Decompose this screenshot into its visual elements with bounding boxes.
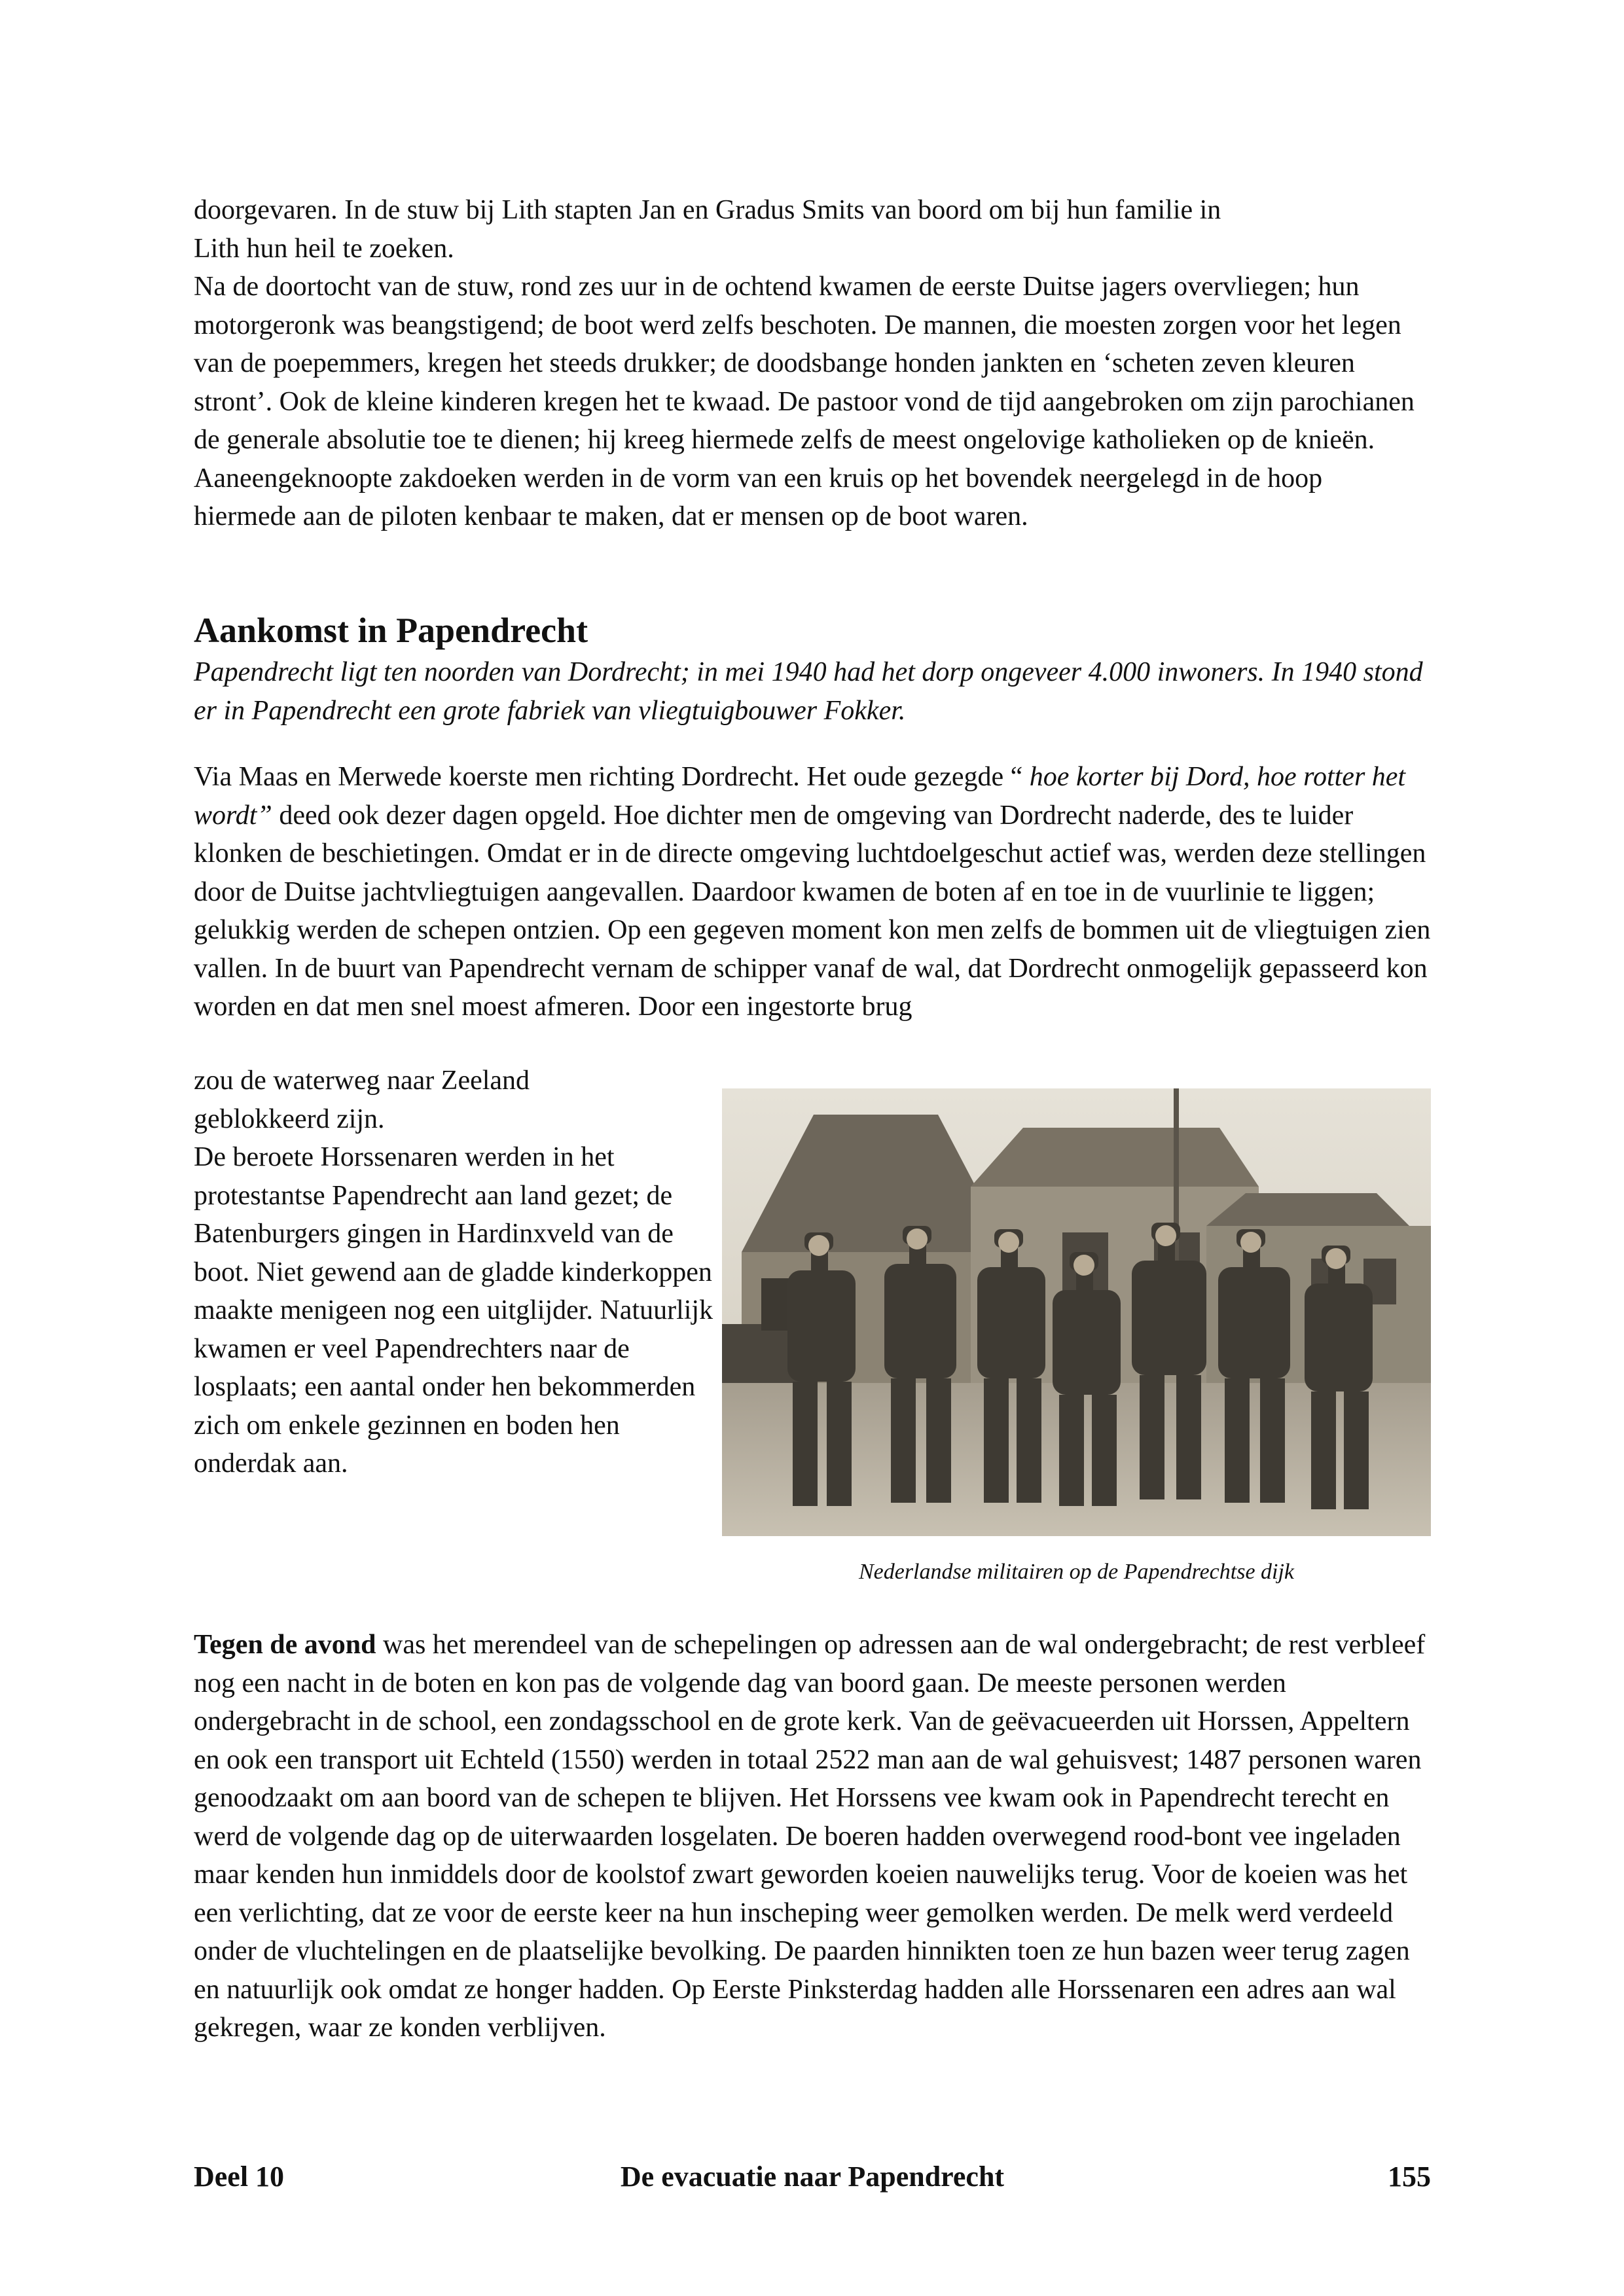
top-line-2: Lith hun heil te zoeken. bbox=[194, 233, 454, 264]
top-paragraph-2: Na de doortocht van de stuw, rond zes uur in de ochtend kwamen de eerste Duitse jagers overvliegen; hun motorgeronk was beangstigend; de boot werd zelfs beschoten. De mannen, die moesten zorgen voor het legen van de poepemmers, kregen het steeds drukker; de doodsbange honden jankten en ‘scheten zeven kleuren stront’. Ook de kleine kinderen kregen het te kwaad. De pastoor vond de tijd aangebroken om zijn parochianen de generale absolutie toe te dienen; hij kreeg hiermede zelfs de meest ongelovige katholieken op de knieën. Aaneengeknoopte zakdoeken werden in de vorm van een kruis op het bovendek neergelegd in de hoop hiermede aan de piloten kenbaar te maken, dat er mensen op de boot waren. bbox=[194, 272, 1415, 531]
top-text-block bbox=[194, 191, 1431, 536]
block2-quote: hoe korter bij Dord, hoe rotter het wordt” bbox=[194, 762, 1406, 831]
section-intro: Papendrecht ligt ten noorden van Dordrecht; in mei 1940 had het dorp ongeveer 4.000 inwoners. In 1940 stond er in Papendrecht een grote fabriek van vliegtuigbouwer Fokker. bbox=[194, 657, 1423, 726]
footer-page-number: 155 bbox=[1388, 2161, 1431, 2193]
page-footer bbox=[194, 2160, 1431, 2199]
body-paragraph-dordrecht bbox=[194, 758, 1431, 1026]
left-paragraph: De beroete Horssenaren werden in het protestantse Papendrecht aan land gezet; de Batenburgers gingen in Hardinxveld van de boot. Niet gewend aan de gladde kinderkoppen maakte menigeen nog een uitglijder. Natuurlijk kwamen er veel Papendrechters naar de losplaats; een aantal onder hen bekommerden zich om enkele gezinnen en boden hen onderdak aan. bbox=[194, 1142, 713, 1479]
photo-caption: Nederlandse militairen op de Papendrechtse dijk bbox=[858, 1560, 1295, 1584]
left-line-2: geblokkeerd zijn. bbox=[194, 1103, 385, 1134]
soldiers-photo bbox=[722, 1088, 1431, 1536]
left-line-1: zou de waterweg naar Zeeland bbox=[194, 1066, 530, 1096]
block2-part1: Via Maas en Merwede koerste men richting Dordrecht. Het oude gezegde “ bbox=[194, 762, 1030, 792]
top-line-1: doorgevaren. In de stuw bij Lith stapten Jan en Gradus Smits van boord om bij hun familie in bbox=[194, 195, 1221, 225]
evening-text: was het merendeel van de schepelingen op adressen aan de wal ondergebracht; de rest verbleef nog een nacht in de boten en kon pas de volgende dag van boord gaan. De meeste personen werden ondergebracht in de school, een zondagsschool en de grote kerk. Van de geëvacueerden uit Horssen, Appeltern en ook een transport uit Echteld (1550) werden in totaal 2522 man aan de wal gehuisvest; 1487 personen waren genoodzaakt om aan boord van de schepen te blijven. Het Horssens vee kwam ook in Papendrecht terecht en werd de volgende dag op de uiterwaarden losgelaten. De boeren hadden overwegend rood-bont vee ingeladen maar kenden hun inmiddels door de koolstof zwart geworden koeien nauwelijks terug. Voor de koeien was het een verlichting, dat ze voor de eerste keer na hun inscheping weer gemolken werden. De melk werd verdeeld onder de vluchtelingen en de plaatselijke bevolking. De paarden hinnikten toen ze hun bazen weer terug zagen en natuurlijk ook omdat ze honger hadden. Op Eerste Pinksterdag hadden alle Horssenaren een adres aan wal gekregen, waar ze konden verblijven. bbox=[194, 1630, 1426, 2043]
footer-title: De evacuatie naar Papendrecht bbox=[620, 2161, 1005, 2193]
section-heading: Aankomst in Papendrecht bbox=[194, 611, 588, 650]
left-column-text bbox=[194, 1062, 717, 1483]
block2-part2: deed ook dezer dagen opgeld. Hoe dichter men de omgeving van Dordrecht naderde, des te luider klonken de beschietingen. Omdat er in de directe omgeving luchtdoelgeschut actief was, werden deze stellingen door de Duitse jachtvliegtuigen aangevallen. Daardoor kwamen de boten af en toe in de vuurlinie te liggen; gelukkig werden de schepen ontzien. Op een gegeven moment kon men zelfs de bommen uit de vliegtuigen zien vallen. In de buurt van Papendrecht vernam de schipper vanaf de wal, dat Dordrecht onmogelijk gepasseerd kon worden en dat men snel moest afmeren. Door een ingestorte brug bbox=[194, 800, 1431, 1022]
evening-bold-lead: Tegen de avond bbox=[194, 1630, 376, 1660]
footer-part: Deel 10 bbox=[194, 2161, 285, 2193]
body-paragraph-evening bbox=[194, 1626, 1431, 2047]
